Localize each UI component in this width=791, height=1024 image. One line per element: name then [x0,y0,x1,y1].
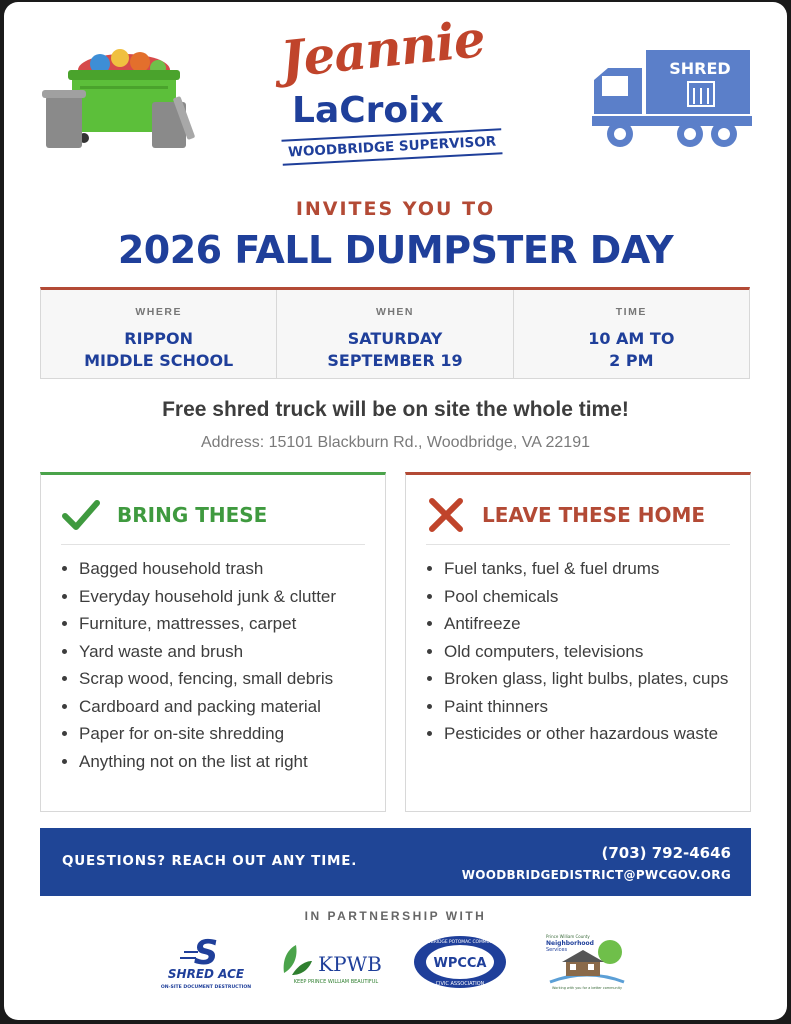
kpwb-tagline: KEEP PRINCE WILLIAM BEAUTIFUL [293,979,379,985]
list-item: • Scrap wood, fencing, small debris [79,667,336,690]
bring-list [41,557,350,777]
logo-first-name: Jeannie [277,8,488,89]
list-item: • Fuel tanks, fuel & fuel drums [444,557,728,580]
kpwb-name: KPWB [318,952,382,976]
nbhd-line2: Neighborhood [546,940,594,947]
info-when [277,290,513,378]
svg-text:S: S [193,933,219,973]
nbhd-footer: Working with you for a better community [552,986,622,990]
info-label: WHERE [135,306,182,318]
list-item: • Bagged household trash [79,557,336,580]
partnership-label: IN PARTNERSHIP WITH [304,909,487,923]
contact-email-link[interactable]: WOODBRIDGEDISTRICT@PWCGOV.ORG [461,868,731,882]
leave-these-home-panel [405,472,751,812]
info-value: SATURDAY SEPTEMBER 19 [327,329,463,370]
shred-ace-tagline: ON-SITE DOCUMENT DESTRUCTION [160,985,252,990]
list-item: • Paint thinners [444,695,728,718]
info-where [41,290,277,378]
dumpster-illustration [40,46,200,156]
logo-last-name: LaCroix [292,90,444,131]
bring-these-panel [40,472,386,812]
leave-list [406,557,742,750]
wpcca-ring-bottom: CIVIC ASSOCIATION [435,981,485,987]
info-value: RIPPON MIDDLE SCHOOL [84,329,234,370]
nbhd-line3: Services [546,947,568,953]
info-label: WHEN [375,306,415,318]
event-title: 2026 FALL DUMPSTER DAY [117,228,674,272]
list-item: • Everyday household junk & clutter [79,585,336,608]
flyer-page [4,2,787,1020]
neighborhood-services-logo [544,932,630,992]
list-item: • Antifreeze [444,612,728,635]
info-time [514,290,749,378]
invites-heading: INVITES YOU TO [295,198,496,220]
wpcca-logo [412,934,508,990]
bring-header [61,497,267,533]
x-mark-icon [426,497,466,533]
jeannie-lacroix-logo [274,8,519,176]
list-item: • Paper for on-site shredding [79,722,336,745]
list-item: • Broken glass, light bulbs, plates, cups [444,667,728,690]
leave-header [426,497,705,533]
checkmark-icon [61,497,101,533]
shred-ace-name: SHRED ACE [167,967,245,981]
contact-bar [40,828,751,896]
list-item: • Furniture, mattresses, carpet [79,612,336,635]
contact-question: QUESTIONS? REACH OUT ANY TIME. [62,853,358,869]
wpcca-name: WPCCA [433,956,487,971]
list-item: • Old computers, televisions [444,640,728,663]
list-item: • Pool chemicals [444,585,728,608]
shred-truck-note: Free shred truck will be on site the whole time! [162,398,629,421]
nbhd-line1: Prince William County [546,934,590,939]
info-value: 10 AM TO 2 PM [588,329,675,370]
event-address: Address: 15101 Blackburn Rd., Woodbridge, VA 22191 [201,434,590,451]
list-item: • Pesticides or other hazardous waste [444,722,728,745]
bring-title: BRING THESE [117,503,268,527]
event-info-bar [40,287,750,379]
truck-label: SHRED [669,59,731,78]
list-item: • Anything not on the list at right [79,750,336,773]
list-item: • Cardboard and packing material [79,695,336,718]
divider [426,544,730,545]
info-label: TIME [615,306,647,318]
divider [61,544,365,545]
wpcca-ring-top: WOODBRIDGE POTOMAC COMMUNITIES [416,940,504,945]
shred-truck-icon [588,44,754,152]
contact-phone-link[interactable]: (703) 792-4646 [601,844,731,862]
shred-ace-logo [154,932,254,992]
leave-title: LEAVE THESE HOME [482,503,706,527]
list-item: • Yard waste and brush [79,640,336,663]
kpwb-logo [278,939,390,989]
logo-tagline: WOODBRIDGE SUPERVISOR [281,128,502,165]
